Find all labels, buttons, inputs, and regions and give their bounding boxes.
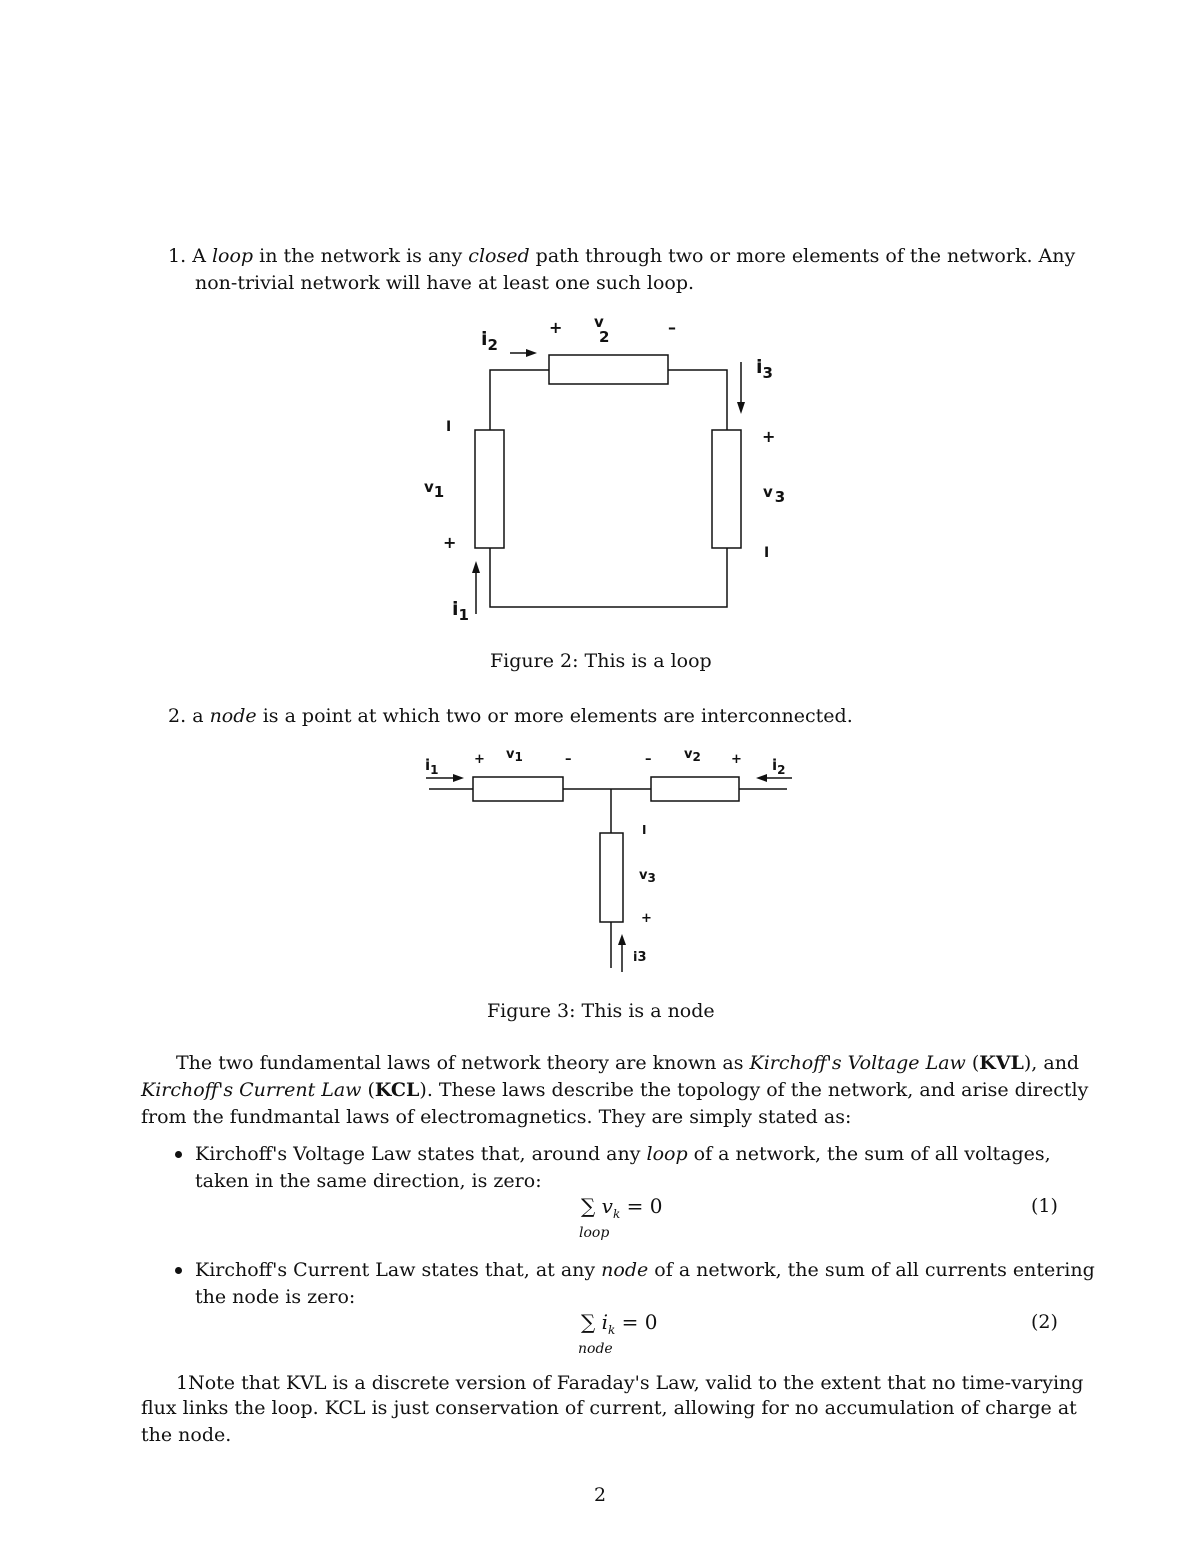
list-item-1-line-2: non-trivial network will have at least one such loop. [195,272,695,294]
label-i3: $i_3$ [756,356,773,382]
equation-kvl: ∑ $v_k = 0$ [581,1194,663,1221]
term-node: node [601,1259,649,1281]
equation-number-2: (2) [1031,1311,1058,1333]
label-minus-top: – [668,318,676,337]
equation-kvl-subscript: loop [579,1225,610,1241]
label-plus-1: + [474,752,485,767]
label-v2: v2 [684,747,701,764]
label-minus-right: I [764,545,770,561]
note-line-3: the node. [141,1424,232,1446]
label-minus-1: – [565,752,572,767]
term-node: node [209,705,257,727]
list-number: 2. [168,705,187,727]
label-minus-left: I [446,419,452,435]
label-i2: $i_2$ [481,328,498,354]
label-i3: i3 [633,950,647,965]
label-v2: v [594,313,604,331]
resistor-2 [651,777,739,801]
resistor-3 [600,833,623,922]
bullet-dot [175,1267,182,1274]
resistor-1 [473,777,563,801]
label-plus-2: + [731,752,742,767]
term-kcl-name: Kirchoff's Current Law [141,1079,362,1101]
figure-2-caption: Figure 2: This is a loop [490,650,712,672]
paragraph-line-2: Kirchoff's Current Law (KCL). These laws describe the topology of the network, and arise directly [141,1079,1089,1101]
label-v1: v1 [424,478,445,501]
equation-kcl: ∑ $i_k = 0$ [581,1310,658,1337]
equation-kcl-subscript: node [578,1341,613,1357]
term-closed: closed [468,245,530,267]
list-item-1-line-1: 1. A loop in the network is any closed path through two or more elements of the network. Any [168,245,1076,267]
bullet-1-line-1: Kirchoff's Voltage Law states that, around any loop of a network, the sum of all voltages, [195,1143,1051,1165]
label-plus-left: + [443,533,457,552]
term-loop: loop [646,1143,688,1165]
bullet-2-line-2: the node is zero: [195,1286,356,1308]
label-v2-sub: 2 [599,328,610,346]
page-number: 2 [594,1484,607,1506]
label-plus-top: + [549,318,563,337]
label-v3: v 3 [763,483,786,506]
term-kvl: KVL [979,1052,1024,1074]
label-minus-3: I [642,823,647,837]
label-v3: v3 [639,868,656,885]
bullet-2-line-1: Kirchoff's Current Law states that, at any node of a network, the sum of all currents entering [195,1259,1095,1281]
label-i2: $i_2$ [772,756,786,777]
list-item-2: 2. a node is a point at which two or more elements are interconnected. [168,705,853,727]
term-loop: loop [211,245,254,267]
equation-number-1: (1) [1031,1195,1058,1217]
paragraph-line-3: from the fundmantal laws of electromagnetics. They are simply stated as: [141,1106,852,1128]
label-i1: $i_1$ [452,598,469,624]
label-plus-3: + [641,911,652,926]
list-number: 1. [168,245,187,267]
note-line-2: flux links the loop. KCL is just conservation of current, allowing for no accumulation of charge at [141,1397,1077,1419]
label-minus-2: – [645,752,652,767]
note-line-1: 1Note that KVL is a discrete version of Faraday's Law, valid to the extent that no time-varying [176,1372,1084,1394]
bullet-dot [175,1151,182,1158]
bullet-1-line-2: taken in the same direction, is zero: [195,1170,542,1192]
label-plus-right: + [762,427,776,446]
term-kcl: KCL [374,1079,420,1101]
label-i1: $i_1$ [425,756,439,777]
paragraph-line-1: The two fundamental laws of network theory are known as Kirchoff's Voltage Law (KVL), and [176,1052,1080,1074]
term-kvl-name: Kirchoff's Voltage Law [749,1052,966,1074]
figure-3-caption: Figure 3: This is a node [487,1000,715,1022]
label-v1: v1 [506,747,523,764]
